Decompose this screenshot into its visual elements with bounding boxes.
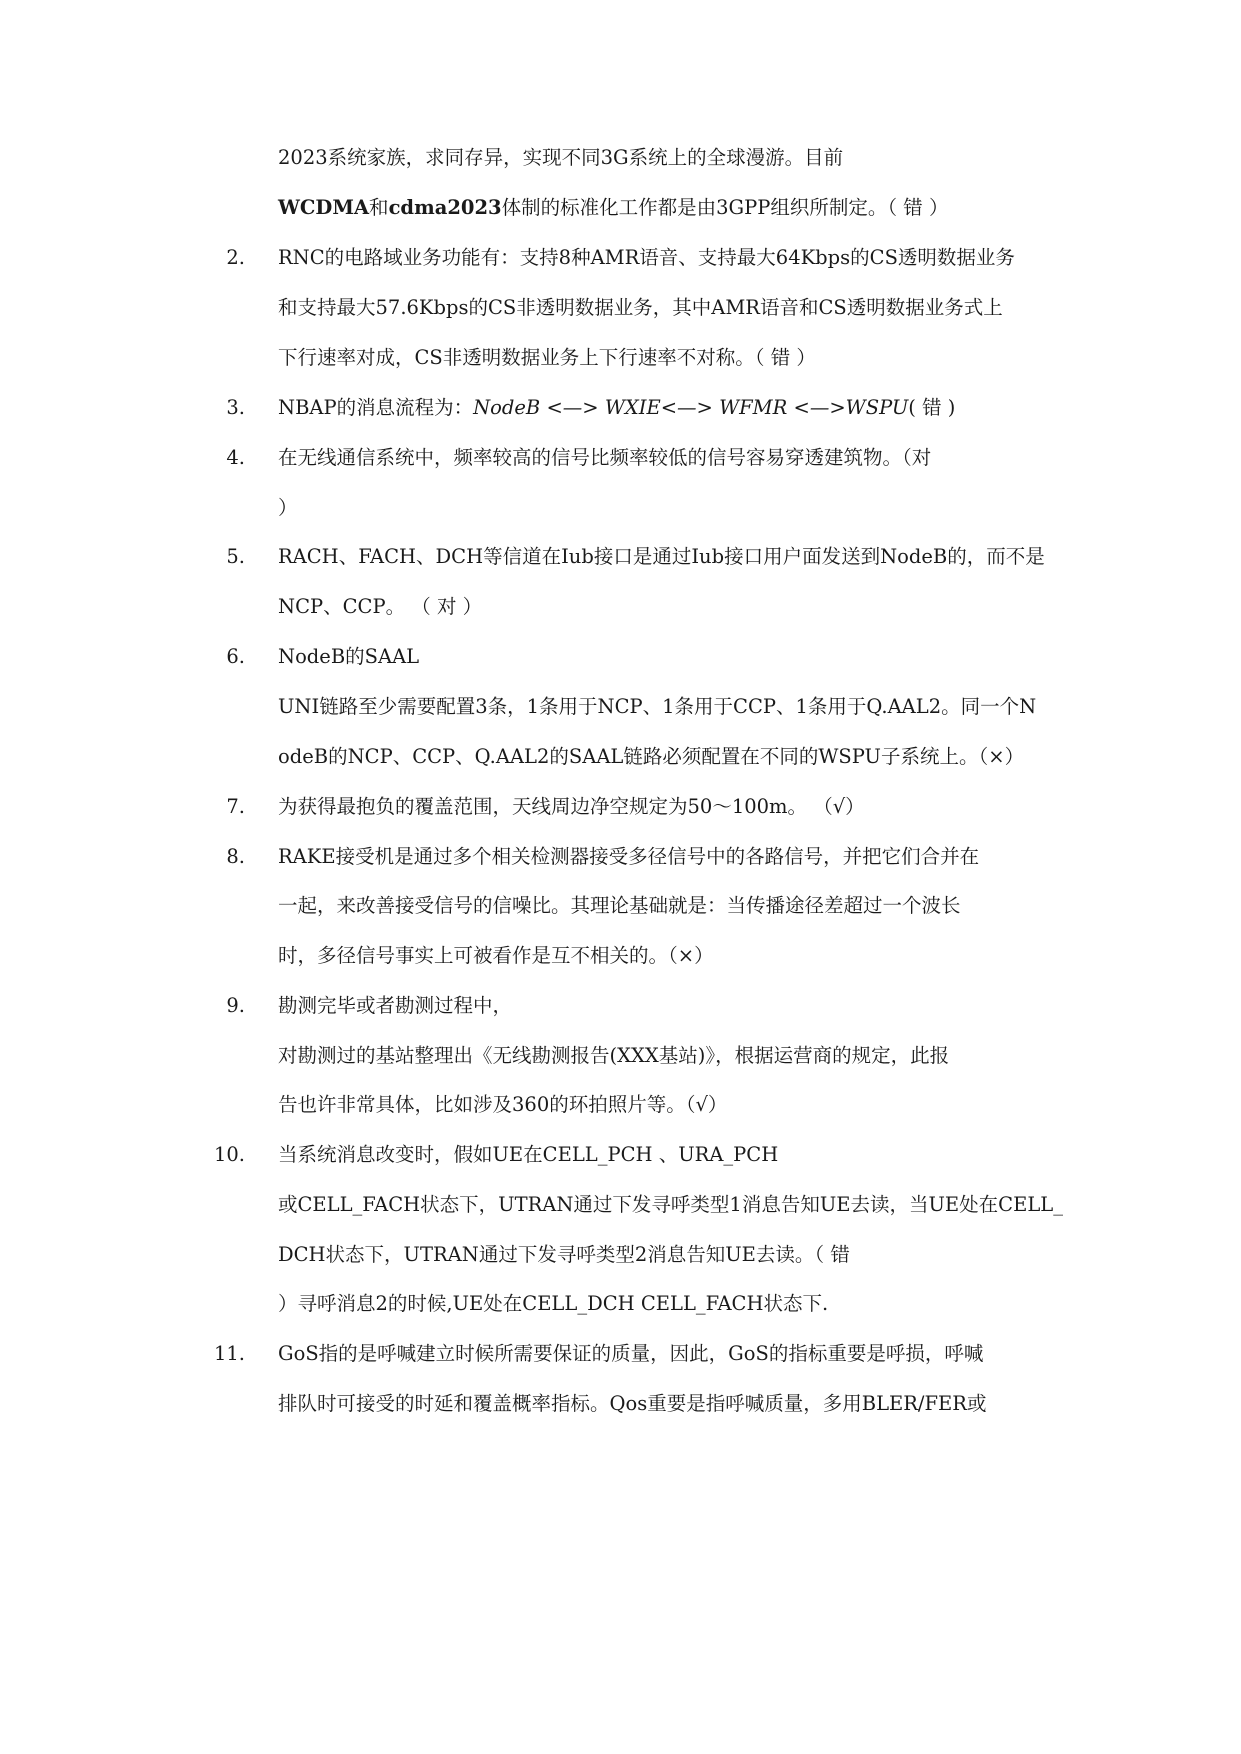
text-segment: odeB的NCP、CCP、Q.AAL2的SAAL链路必须配置在不同的WSPU子系统上。（×）	[278, 745, 1025, 768]
item-text-line	[278, 894, 961, 918]
item-number: 9.	[226, 994, 245, 1017]
text-segment: GoS指的是呼喊建立时候所需要保证的质量，因此，GoS的指标重要是呼损，呼喊	[278, 1342, 984, 1365]
text-segment: 和	[369, 196, 389, 219]
text-segment: 下行速率对成，CS非透明数据业务上下行速率不对称。（ 错 ）	[278, 346, 816, 369]
item-number: 2.	[226, 246, 245, 269]
text-segment: 对勘测过的基站整理出《无线勘测报告(XXX基站)》，根据运营商的规定，此报	[278, 1044, 950, 1067]
item-number: 4.	[226, 446, 245, 469]
text-segment: RACH、FACH、DCH等信道在Iub接口是通过Iub接口用户面发送到NodeB的，而不是	[278, 545, 1045, 568]
item-text-line	[278, 246, 1015, 270]
item-text-line	[278, 146, 843, 170]
text-segment: cdma2023	[388, 196, 502, 219]
text-segment: 和支持最大57.6Kbps的CS非透明数据业务，其中AMR语音和CS透明数据业务式上	[278, 296, 1003, 319]
text-segment: DCH状态下，UTRAN通过下发寻呼类型2消息告知UE去读。（ 错	[278, 1243, 850, 1266]
item-number: 5.	[226, 545, 245, 568]
item-number: 7.	[226, 795, 245, 818]
item-text-line	[278, 1392, 986, 1416]
text-segment: ）	[278, 496, 298, 519]
text-segment: 当系统消息改变时，假如UE在CELL_PCH 、URA_PCH	[278, 1143, 779, 1166]
text-segment: 时，多径信号事实上可被看作是互不相关的。（×）	[278, 944, 714, 967]
text-segment: NodeB的SAAL	[278, 645, 420, 668]
item-text-line	[278, 496, 298, 520]
item-text-line	[278, 1044, 949, 1068]
text-segment: WCDMA	[278, 196, 370, 219]
text-segment: 勘测完毕或者勘测过程中，	[278, 994, 513, 1017]
item-text-line	[278, 1243, 850, 1267]
item-number: 8.	[226, 845, 245, 868]
item-text-line	[278, 595, 482, 619]
text-segment: 或CELL_FACH状态下，UTRAN通过下发寻呼类型1消息告知UE去读，当UE处在CELL_	[278, 1193, 1063, 1216]
item-text-line	[278, 1292, 828, 1316]
item-text-line	[278, 944, 714, 968]
text-segment: 为获得最抱负的覆盖范围，天线周边净空规定为50～100m。 （√）	[278, 795, 865, 818]
text-segment: 在无线通信系统中，频率较高的信号比频率较低的信号容易穿透建筑物。（对	[278, 446, 932, 469]
item-text-line	[278, 745, 1024, 769]
text-segment: 一起，来改善接受信号的信噪比。其理论基础就是：当传播途径差超过一个波长	[278, 894, 961, 917]
item-text-line	[278, 545, 1045, 569]
item-text-line	[278, 1342, 983, 1366]
item-text-line	[278, 994, 512, 1018]
item-text-line	[278, 296, 1003, 320]
text-segment: RAKE接受机是通过多个相关检测器接受多径信号中的各路信号，并把它们合并在	[278, 845, 980, 868]
item-text-line	[278, 1193, 1063, 1217]
text-segment: ）寻呼消息2的时候,UE处在CELL_DCH CELL_FACH状态下.	[278, 1292, 829, 1315]
item-text-line	[278, 396, 955, 420]
text-segment: UNI链路至少需要配置3条，1条用于NCP、1条用于CCP、1条用于Q.AAL2。同一个N	[278, 695, 1037, 718]
text-segment: NodeB <—> WXIE<—> WFMR <—>WSPU	[473, 396, 909, 419]
text-segment: NBAP的消息流程为：	[278, 396, 474, 419]
item-number: 6.	[226, 645, 245, 668]
item-number: 10.	[213, 1143, 245, 1166]
text-segment: 体制的标准化工作都是由3GPP组织所制定。（ 错 ）	[501, 196, 949, 219]
text-segment: NCP、CCP。 （ 对 ）	[278, 595, 483, 618]
item-text-line	[278, 1143, 778, 1167]
item-text-line	[278, 346, 816, 370]
text-segment: 2023系统家族，求同存异，实现不同3G系统上的全球漫游。目前	[278, 146, 844, 169]
item-text-line	[278, 196, 949, 220]
item-text-line	[278, 1093, 727, 1117]
text-segment: RNC的电路域业务功能有：支持8种AMR语音、支持最大64Kbps的CS透明数据业务	[278, 246, 1015, 269]
item-text-line	[278, 645, 419, 669]
text-segment: 排队时可接受的时延和覆盖概率指标。Qos重要是指呼喊质量，多用BLER/FER或	[278, 1392, 987, 1415]
item-number: 3.	[226, 396, 245, 419]
text-segment: ( 错 )	[908, 396, 956, 419]
item-text-line	[278, 845, 979, 869]
text-segment: 告也许非常具体，比如涉及360的环拍照片等。（√）	[278, 1093, 728, 1116]
item-text-line	[278, 695, 1036, 719]
item-text-line	[278, 446, 931, 470]
item-text-line	[278, 795, 865, 819]
item-number: 11.	[213, 1342, 245, 1365]
